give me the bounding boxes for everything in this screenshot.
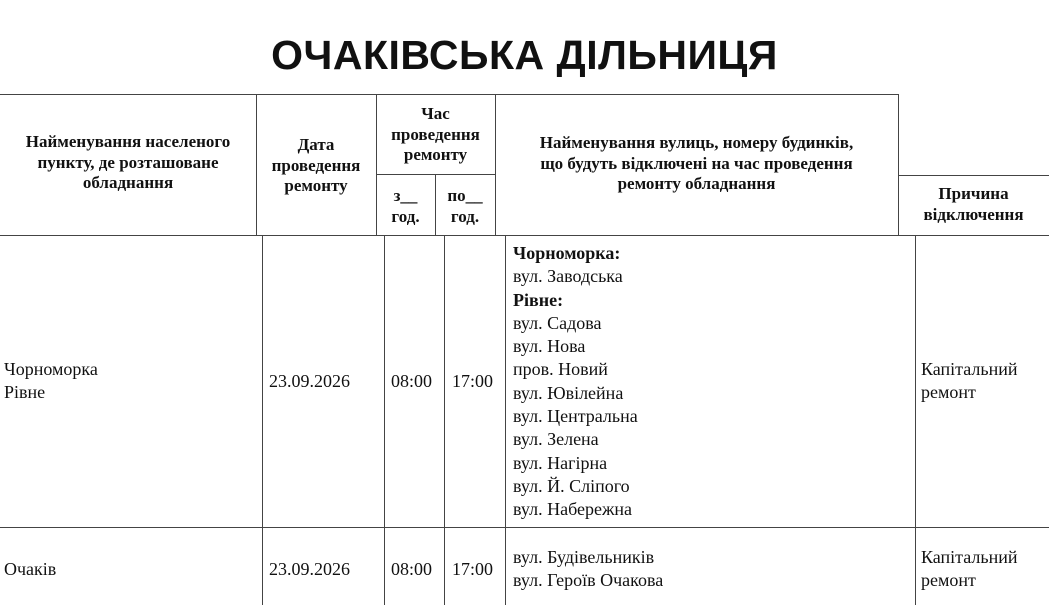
header-reason: Причина відключення [923,184,1024,224]
header-settlement: Найменування населеного пункту, де розташоване обладнання [25,132,231,192]
time-to-cell: 17:00 [452,371,494,391]
time-to-cell: 17:00 [452,559,494,579]
body-col-divider-2 [384,235,385,605]
reason-cell: Капітальний ремонт [921,359,1018,403]
header-time-to: по__ год. [447,186,483,226]
body-col-divider-4 [505,235,506,605]
header-bottom-border [0,235,1049,236]
reason-header-top-border [898,175,1049,176]
reason-cell: Капітальний ремонт [921,547,1018,591]
body-col-divider-1 [262,235,263,605]
streets-cell: Чорноморка: вул. Заводська Рівне: вул. Садова вул. Нова пров. Новий вул. Ювілейна вул. Центральна вул. Зелена вул. Нагірна вул. Й. Сліпого вул. Набережна [513,243,638,520]
date-cell: 23.09.2026 [269,371,350,391]
table-top-border [0,94,898,95]
page-title: ОЧАКІВСЬКА ДІЛЬНИЦЯ [271,32,778,78]
header-streets: Найменування вулиць, номеру будинків, що будуть відключені на час проведення ремонту обладнання [539,133,854,193]
date-cell: 23.09.2026 [269,559,350,579]
header-time: Час проведення ремонту [391,104,480,164]
time-from-cell: 08:00 [391,559,433,579]
body-col-divider-3 [444,235,445,605]
settlement-cell: Чорноморка Рівне [4,359,98,403]
header-date: Дата проведення ремонту [271,135,361,195]
row-divider [0,527,1049,528]
body-col-divider-5 [915,235,916,605]
header-time-from: з__ год. [391,186,420,226]
settlement-cell: Очаків [4,559,57,579]
time-from-cell: 08:00 [391,371,433,391]
streets-cell: вул. Будівельників вул. Героїв Очакова [513,547,664,591]
